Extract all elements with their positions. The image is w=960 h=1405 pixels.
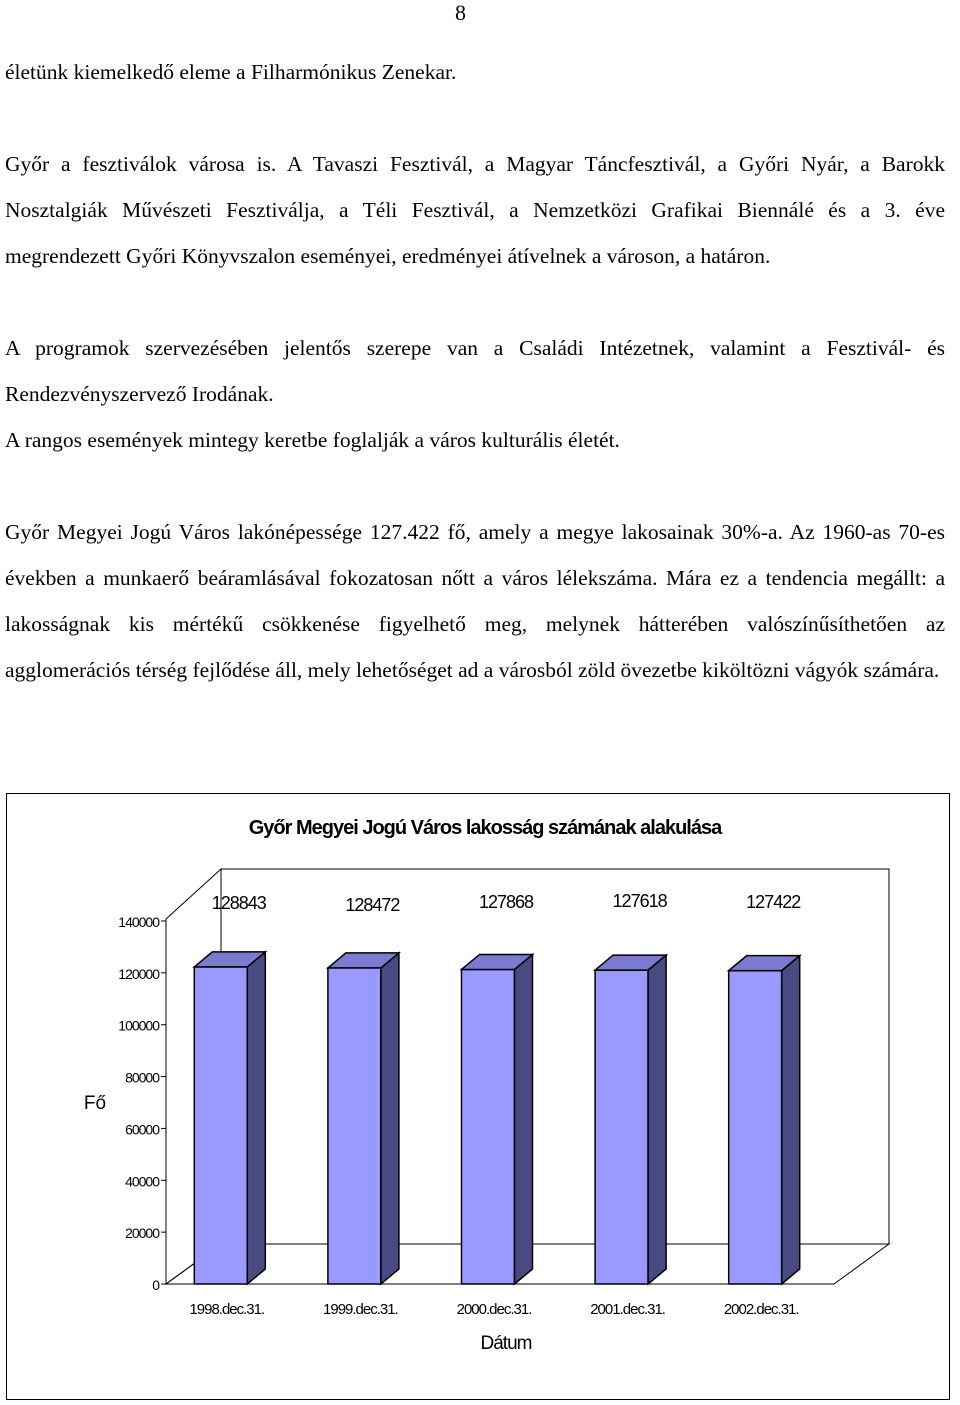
bar-front xyxy=(194,967,247,1284)
paragraph-organizers: A programok szervezésében jelentős szerepe van a Családi Intézetnek, valamint a Fesztivál- és Rendezvényszervező Irodának. xyxy=(5,336,945,406)
bar-data-label: 127618 xyxy=(612,891,667,911)
bar-front xyxy=(462,969,515,1284)
bar-front xyxy=(595,970,648,1284)
bar-data-label: 127868 xyxy=(478,892,534,912)
page-number: 8 xyxy=(455,0,466,25)
paragraph-population: Győr Megyei Jogú Város lakónépessége 127.422 fő, amely a megye lakosainak 30%-a. Az 1960-as 70-es években a munkaerő beáramlásával fokozatosan nőtt a város lélekszáma. Mára ez a tendencia megállt: a lakosságnak kis mértékű csökkenése figyelhető meg, melynek hátterében valószínűsíthetően az agglomerációs térség fejlődése áll, mely lehetőséget ad a városból zöld övezetbe kiköltözni vágyók számára. xyxy=(5,520,945,682)
y-axis-label: Fő xyxy=(83,1093,107,1114)
y-tick-label: 40000 xyxy=(125,1173,159,1190)
x-tick-label: 1999.dec.31. xyxy=(323,1301,398,1318)
bar-front xyxy=(729,971,782,1284)
bar-data-label: 128843 xyxy=(211,893,266,913)
y-tick-label: 60000 xyxy=(125,1121,159,1138)
bar-side xyxy=(782,956,800,1284)
y-tick-label: 0 xyxy=(152,1277,159,1293)
x-tick-label: 2001.dec.31. xyxy=(590,1301,665,1318)
bar-front xyxy=(328,968,381,1284)
bar-data-label: 127422 xyxy=(746,892,801,912)
bar-side xyxy=(247,952,265,1284)
paragraph-cultural-life: A rangos események mintegy keretbe foglalják a város kulturális életét. xyxy=(5,428,620,452)
population-chart-svg xyxy=(7,794,948,1398)
bar-side xyxy=(648,955,666,1284)
bar-side xyxy=(515,954,533,1284)
paragraph-orchestra: életünk kiemelkedő eleme a Filharmónikus Zenekar. xyxy=(5,60,457,84)
x-tick-label: 1998.dec.31. xyxy=(189,1301,265,1318)
x-tick-label: 2002.dec.31. xyxy=(723,1301,799,1318)
y-tick-label: 80000 xyxy=(125,1069,159,1086)
bar-side xyxy=(381,953,399,1284)
bar-data-label: 128472 xyxy=(345,895,400,915)
y-tick-label: 20000 xyxy=(125,1225,159,1242)
x-tick-label: 2000.dec.31. xyxy=(456,1301,532,1318)
paragraph-festivals: Győr a fesztiválok városa is. A Tavaszi Fesztivál, a Magyar Táncfesztivál, a Győri Nyár, a Barokk Nosztalgiák Művészeti Fesztiválja, a Téli Fesztivál, a Nemzetközi Grafikai Biennálé és a 3. éve megrendezett Győri Könyvszalon eseményei, eredményei átívelnek a városon, a határon. xyxy=(5,152,945,268)
x-axis-label: Dátum xyxy=(480,1333,532,1354)
y-tick-label: 100000 xyxy=(118,1017,159,1034)
chart-title: Győr Megyei Jogú Város lakosság számának alakulása xyxy=(248,817,722,839)
y-tick-label: 120000 xyxy=(118,965,159,982)
y-tick-label: 140000 xyxy=(118,914,159,930)
population-chart xyxy=(6,793,950,1400)
